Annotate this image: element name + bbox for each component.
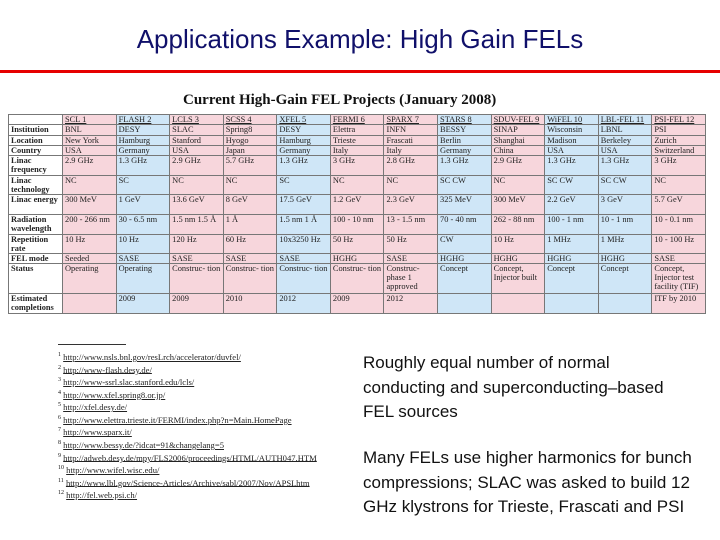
table-cell: Construc- tion — [330, 264, 384, 294]
footnote-link[interactable]: http://www.sparx.it/ — [63, 427, 132, 438]
table-cell: NC — [63, 176, 117, 195]
table-cell: 50 Hz — [384, 235, 438, 254]
column-header: SDUV-FEL 9 — [491, 115, 545, 125]
footnote-number: 12 — [58, 490, 64, 497]
table-cell: CW — [438, 235, 492, 254]
table-row — [9, 125, 706, 136]
table-cell — [545, 294, 599, 314]
table-cell: 10x3250 Hz — [277, 235, 331, 254]
table-cell: Germany — [277, 146, 331, 156]
table-cell: 2009 — [330, 294, 384, 314]
table-cell: 2009 — [116, 294, 170, 314]
column-header: LBL-FEL 11 — [598, 115, 652, 125]
table-cell: Switzerland — [652, 146, 706, 156]
table-cell: 17.5 GeV — [277, 195, 331, 215]
table-row — [9, 215, 706, 235]
table-cell: Concept, Injector test facility (TIF) — [652, 264, 706, 294]
footnote-link[interactable]: http://adweb.desy.de/mpy/FLS2006/proceedings/HTML/AUTH047.HTM — [63, 452, 317, 463]
footnote-item — [58, 488, 358, 501]
table-cell — [598, 294, 652, 314]
table-cell: 2.8 GHz — [384, 156, 438, 176]
table-cell: 10 Hz — [491, 235, 545, 254]
table-row — [9, 156, 706, 176]
table-cell: Berlin — [438, 136, 492, 146]
table-cell: SASE — [223, 254, 277, 264]
table-cell: 2012 — [277, 294, 331, 314]
table-cell: HGHG — [330, 254, 384, 264]
table-cell: 30 - 6.5 nm — [116, 215, 170, 235]
table-cell: Italy — [384, 146, 438, 156]
table-cell: NC — [223, 176, 277, 195]
table-cell: SASE — [277, 254, 331, 264]
row-label: Linac frequency — [9, 156, 63, 176]
table-cell: Seeded — [63, 254, 117, 264]
column-header: XFEL 5 — [277, 115, 331, 125]
table-cell: 8 GeV — [223, 195, 277, 215]
table-cell: NC — [384, 176, 438, 195]
footnote-number: 2 — [58, 364, 61, 371]
footnote-link[interactable]: http://www.bessy.de/?idcat=91&changelang=5 — [63, 439, 224, 450]
footnote-link[interactable]: http://www-flash.desy.de/ — [63, 364, 152, 375]
table-cell: 2.3 GeV — [384, 195, 438, 215]
table-cell: Hamburg — [116, 136, 170, 146]
bullet-nc-sc-balance: Roughly equal number of normal conducting and superconducting–based FEL sources — [363, 353, 664, 421]
table-cell: NC — [652, 176, 706, 195]
column-header: SCSS 4 — [223, 115, 277, 125]
table-row — [9, 176, 706, 195]
fel-projects-table — [8, 114, 706, 314]
table-cell: 1.3 GHz — [116, 156, 170, 176]
table-cell: USA — [170, 146, 224, 156]
row-label: Estimated completions — [9, 294, 63, 314]
table-cell: 1 MHz — [545, 235, 599, 254]
table-cell: BESSY — [438, 125, 492, 136]
row-label: Repetition rate — [9, 235, 63, 254]
table-row — [9, 254, 706, 264]
table-cell: Berkeley — [598, 136, 652, 146]
table-cell: Operating — [116, 264, 170, 294]
footnote-number: 8 — [58, 439, 61, 446]
table-title: Current High-Gain FEL Projects (January 2008) — [183, 92, 497, 108]
table-cell: 300 MeV — [63, 195, 117, 215]
table-row — [9, 294, 706, 314]
table-cell: NC — [170, 176, 224, 195]
footnote-item — [58, 425, 358, 438]
footnote-number: 11 — [58, 477, 64, 484]
table-cell: 2.9 GHz — [170, 156, 224, 176]
table-cell: 325 MeV — [438, 195, 492, 215]
table-cell: 2.2 GeV — [545, 195, 599, 215]
table-cell: Trieste — [330, 136, 384, 146]
row-label: Location — [9, 136, 63, 146]
table-cell: SC CW — [438, 176, 492, 195]
table-cell: 1.5 nm 1 Å — [277, 215, 331, 235]
table-cell: 3 GHz — [652, 156, 706, 176]
table-cell: 13.6 GeV — [170, 195, 224, 215]
footnote-number: 9 — [58, 452, 61, 459]
table-cell: 100 - 10 nm — [330, 215, 384, 235]
table-cell: 50 Hz — [330, 235, 384, 254]
table-cell: Zurich — [652, 136, 706, 146]
footnote-number: 6 — [58, 414, 61, 421]
footnote-item — [58, 375, 358, 388]
table-cell: NC — [330, 176, 384, 195]
slide-title: Applications Example: High Gain FELs — [136, 24, 584, 54]
column-header: PSI-FEL 12 — [652, 115, 706, 125]
footnote-item — [58, 451, 358, 464]
table-row — [9, 115, 706, 125]
footnote-list — [58, 350, 358, 501]
table-cell: Construc- tion — [170, 264, 224, 294]
row-label: Country — [9, 146, 63, 156]
footnote-item — [58, 463, 358, 476]
table-cell: 3 GHz — [330, 156, 384, 176]
footnote-link[interactable]: http://www-ssrl.slac.stanford.edu/lcls/ — [63, 376, 195, 387]
column-header: LCLS 3 — [170, 115, 224, 125]
table-cell — [63, 294, 117, 314]
table-cell: Shanghai — [491, 136, 545, 146]
table-cell: SC CW — [545, 176, 599, 195]
table-cell: 10 - 100 Hz — [652, 235, 706, 254]
table-cell: HGHG — [545, 254, 599, 264]
table-cell: 1 GeV — [116, 195, 170, 215]
footnote-link[interactable]: http://xfel.desy.de/ — [63, 402, 128, 413]
table-cell: HGHG — [598, 254, 652, 264]
table-cell: 13 - 1.5 nm — [384, 215, 438, 235]
footnote-link[interactable]: http://www.lbl.gov/Science-Articles/Archive/sabl/2007/Nov/APSI.htm — [65, 477, 310, 488]
footnote-link[interactable]: http://www.xfel.spring8.or.jp/ — [63, 389, 166, 400]
table-cell: Stanford — [170, 136, 224, 146]
title-divider — [0, 70, 720, 73]
table-cell: 3 GeV — [598, 195, 652, 215]
footnote-item — [58, 476, 358, 489]
footnote-item — [58, 350, 358, 363]
row-label: Radiation wavelength — [9, 215, 63, 235]
table-cell: New York — [63, 136, 117, 146]
row-label: Status — [9, 264, 63, 294]
table-cell: Japan — [223, 146, 277, 156]
table-cell: LBNL — [598, 125, 652, 136]
table-cell: USA — [545, 146, 599, 156]
table-cell: 10 - 0.1 nm — [652, 215, 706, 235]
column-header: WiFEL 10 — [545, 115, 599, 125]
table-row — [9, 264, 706, 294]
table-cell: Construc- tion — [277, 264, 331, 294]
table-cell: Concept — [545, 264, 599, 294]
table-cell: 10 Hz — [116, 235, 170, 254]
footnote-link[interactable]: http://fel.web.psi.ch/ — [66, 490, 138, 501]
table-cell: ITF by 2010 — [652, 294, 706, 314]
table-cell — [491, 294, 545, 314]
table-cell: Frascati — [384, 136, 438, 146]
table-cell: Elettra — [330, 125, 384, 136]
footnote-item — [58, 438, 358, 451]
table-cell: INFN — [384, 125, 438, 136]
table-cell: DESY — [116, 125, 170, 136]
footnote-item — [58, 363, 358, 376]
table-cell: Spring8 — [223, 125, 277, 136]
footnote-number: 3 — [58, 377, 61, 384]
table-row — [9, 136, 706, 146]
column-header: FERMI 6 — [330, 115, 384, 125]
table-cell: China — [491, 146, 545, 156]
table-cell: Operating — [63, 264, 117, 294]
table-cell: 2.9 GHz — [63, 156, 117, 176]
table-cell: 60 Hz — [223, 235, 277, 254]
footnote-item — [58, 413, 358, 426]
table-cell: 1.3 GHz — [438, 156, 492, 176]
row-label: Institution — [9, 125, 63, 136]
table-cell: HGHG — [491, 254, 545, 264]
bullet-harmonics: Many FELs use higher harmonics for bunch compressions; SLAC was asked to build 12 GHz klystrons for Trieste, Frascati and PSI — [363, 448, 692, 516]
table-cell: USA — [63, 146, 117, 156]
footnote-item — [58, 400, 358, 413]
footnote-number: 10 — [58, 465, 64, 472]
row-label — [9, 115, 63, 125]
table-cell: PSI — [652, 125, 706, 136]
table-row — [9, 195, 706, 215]
table-cell — [438, 294, 492, 314]
table-cell: SC — [116, 176, 170, 195]
table-cell: Construc- phase 1 approved — [384, 264, 438, 294]
column-header: SPARX 7 — [384, 115, 438, 125]
table-cell: 1.5 nm 1.5 Å — [170, 215, 224, 235]
table-cell: 1.2 GeV — [330, 195, 384, 215]
table-cell: Hyogo — [223, 136, 277, 146]
table-row — [9, 146, 706, 156]
footnote-link[interactable]: http://www.wifel.wisc.edu/ — [66, 464, 160, 475]
table-cell: Italy — [330, 146, 384, 156]
footnote-link[interactable]: http://www.elettra.trieste.it/FERMI/index.php?n=Main.HomePage — [63, 414, 292, 425]
table-cell: 1 MHz — [598, 235, 652, 254]
table-cell: 1 Å — [223, 215, 277, 235]
table-cell: Hamburg — [277, 136, 331, 146]
table-cell: Germany — [438, 146, 492, 156]
footnote-number: 7 — [58, 427, 61, 434]
table-cell: SASE — [384, 254, 438, 264]
table-cell: SASE — [116, 254, 170, 264]
table-cell: DESY — [277, 125, 331, 136]
table-cell: 200 - 266 nm — [63, 215, 117, 235]
table-cell: NC — [491, 176, 545, 195]
footnote-item — [58, 388, 358, 401]
table-row — [9, 235, 706, 254]
table-cell: 1.3 GHz — [545, 156, 599, 176]
column-header: SCL 1 — [63, 115, 117, 125]
table-cell: SLAC — [170, 125, 224, 136]
table-cell: Germany — [116, 146, 170, 156]
column-header: STARS 8 — [438, 115, 492, 125]
row-label: Linac technology — [9, 176, 63, 195]
table-cell: USA — [598, 146, 652, 156]
table-cell: 262 - 88 nm — [491, 215, 545, 235]
table-cell: Concept — [598, 264, 652, 294]
table-cell: 300 MeV — [491, 195, 545, 215]
table-cell: 2009 — [170, 294, 224, 314]
table-cell: SASE — [652, 254, 706, 264]
table-cell: Construc- tion — [223, 264, 277, 294]
column-header: FLASH 2 — [116, 115, 170, 125]
table-cell: SINAP — [491, 125, 545, 136]
table-cell: 100 - 1 nm — [545, 215, 599, 235]
footnote-number: 1 — [58, 352, 61, 358]
footnote-divider — [58, 344, 126, 345]
table-cell: SC CW — [598, 176, 652, 195]
footnote-link[interactable]: http://www.nsls.bnl.gov/resLrch/accelerator/duvfel/ — [63, 351, 241, 362]
table-cell: 5.7 GeV — [652, 195, 706, 215]
row-label: Linac energy — [9, 195, 63, 215]
table-cell: 5.7 GHz — [223, 156, 277, 176]
footnote-number: 5 — [58, 402, 61, 409]
table-cell: 2.9 GHz — [491, 156, 545, 176]
table-cell: Concept — [438, 264, 492, 294]
table-cell: 120 Hz — [170, 235, 224, 254]
table-cell: 1.3 GHz — [598, 156, 652, 176]
footnote-number: 4 — [58, 389, 61, 396]
table-cell: 2012 — [384, 294, 438, 314]
table-cell: SC — [277, 176, 331, 195]
table-cell: 10 - 1 nm — [598, 215, 652, 235]
table-cell: Concept, Injector built — [491, 264, 545, 294]
table-cell: Madison — [545, 136, 599, 146]
table-cell: 10 Hz — [63, 235, 117, 254]
table-cell: 2010 — [223, 294, 277, 314]
table-cell: 70 - 40 nm — [438, 215, 492, 235]
table-cell: HGHG — [438, 254, 492, 264]
table-cell: Wisconsin — [545, 125, 599, 136]
table-cell: BNL — [63, 125, 117, 136]
table-cell: 1.3 GHz — [277, 156, 331, 176]
table-cell: SASE — [170, 254, 224, 264]
row-label: FEL mode — [9, 254, 63, 264]
